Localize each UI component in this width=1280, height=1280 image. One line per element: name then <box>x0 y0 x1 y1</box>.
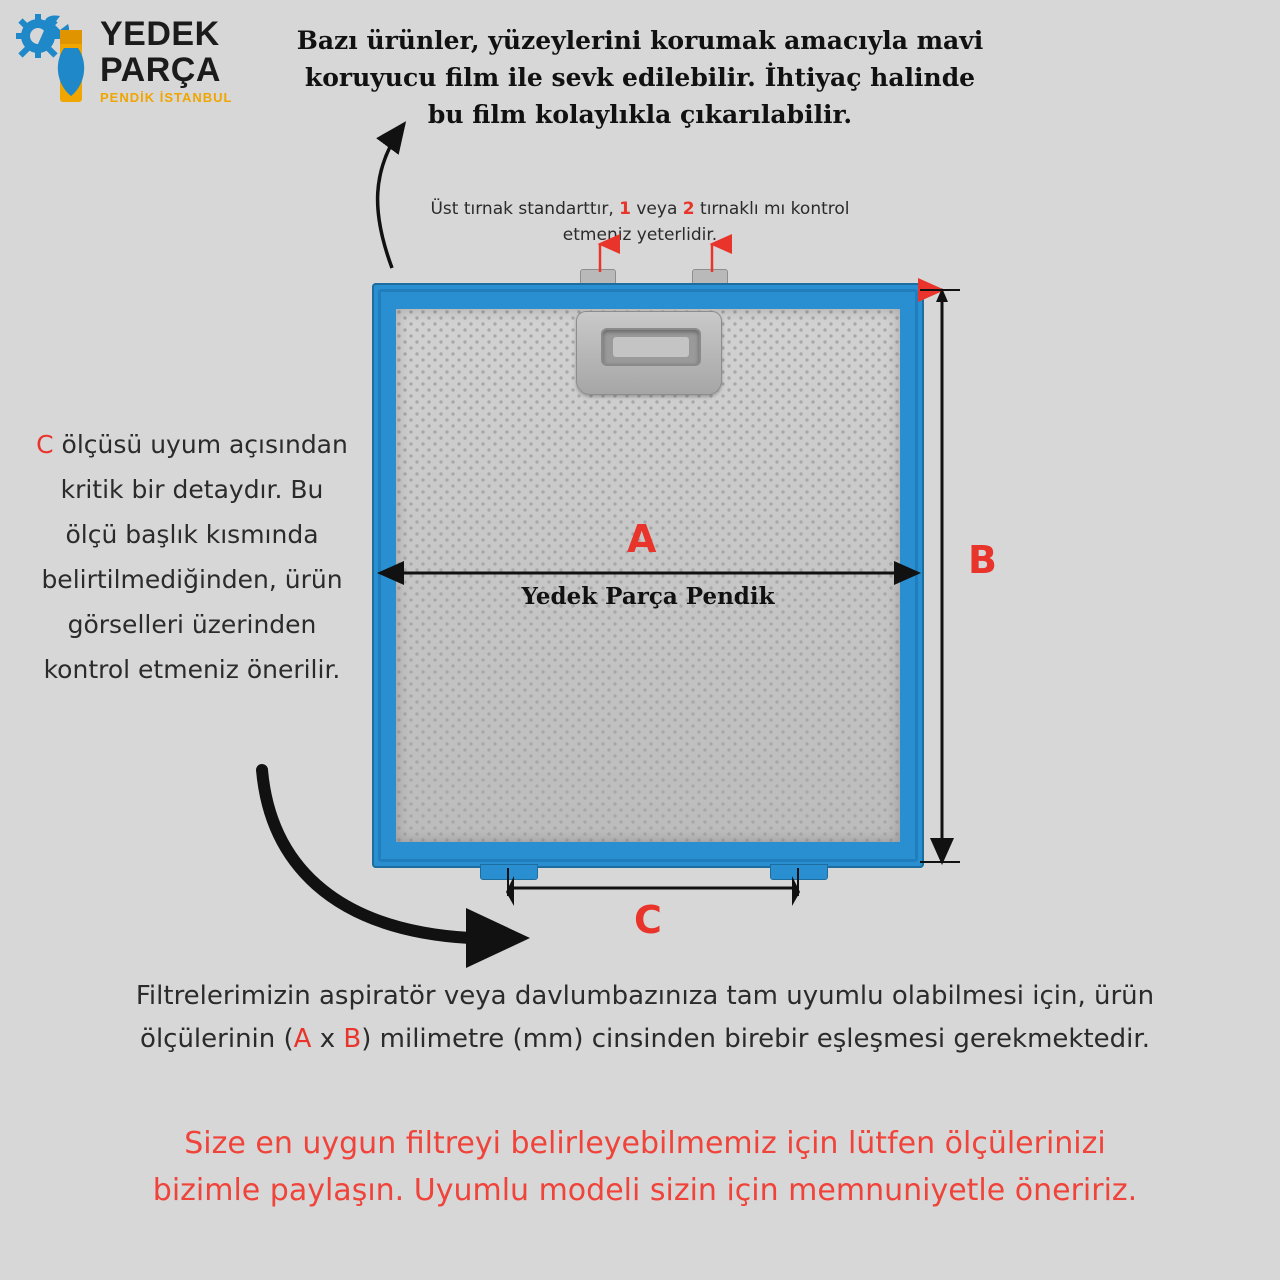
filter-brand-text: Yedek Parça Pendik <box>521 583 775 610</box>
tab-note <box>400 196 880 248</box>
logo-line-1: YEDEK <box>100 15 220 53</box>
left-paragraph-text: ölçüsü uyum açısından kritik bir detaydır. Bu ölçü başlık kısmında belirtilmediğinden, ürün görselleri üzerinden kontrol etmeniz önerilir. <box>41 430 348 684</box>
wrench-gear-logo-icon <box>16 14 100 118</box>
bottom-paragraph-red-a: A <box>293 1024 312 1054</box>
top-heading: Bazı ürünler, yüzeylerini korumak amacıyla mavi koruyucu film ile sevk edilebilir. İhtiyaç halinde bu film kolaylıkla çıkarılabilir. <box>296 26 984 129</box>
filter-bottom-tab-1 <box>480 864 538 880</box>
dimension-label-c: C <box>634 898 662 942</box>
dimension-label-b: B <box>968 538 997 582</box>
dimension-label-a: A <box>627 517 657 561</box>
bottom-paragraph <box>120 975 1170 1061</box>
tab-note-number-2: 2 <box>682 199 695 219</box>
filter-bottom-tab-2 <box>770 864 828 880</box>
tab-note-part2: veya <box>630 199 683 219</box>
logo-line-2: PARÇA <box>100 51 221 89</box>
brand-logo <box>12 8 282 128</box>
left-paragraph-letter: C <box>36 430 54 459</box>
left-paragraph <box>32 422 352 692</box>
tab-note-number-1: 1 <box>619 199 631 219</box>
bottom-paragraph-red-b: B <box>343 1024 362 1054</box>
call-to-action-paragraph: Size en uygun filtreyi belirleyebilmemiz için lütfen ölçülerinizi bizimle paylaşın. Uyumlu modeli sizin için memnuniyetle öneririz. <box>152 1126 1138 1208</box>
filter-handle <box>576 311 722 395</box>
filter-illustration <box>372 283 924 868</box>
bottom-paragraph-mid: x <box>311 1024 344 1054</box>
tab-note-part1: Üst tırnak standarttır, <box>430 199 620 219</box>
logo-subtitle: PENDİK İSTANBUL <box>100 90 233 105</box>
bottom-paragraph-part1: Filtrelerimizin aspiratör veya davlumbazınıza tam uyumlu olabilmesi için, ürün ölçülerinin ( <box>135 981 1155 1054</box>
filter-handle-slot-inner <box>613 337 689 357</box>
tab-note-part3: tırnaklı mı kontrol etmeniz yeterlidir. <box>562 199 850 245</box>
filter-handle-slot <box>601 328 701 366</box>
bottom-paragraph-part2: ) milimetre (mm) cinsinden birebir eşleşmesi gerekmektedir. <box>361 1024 1150 1054</box>
